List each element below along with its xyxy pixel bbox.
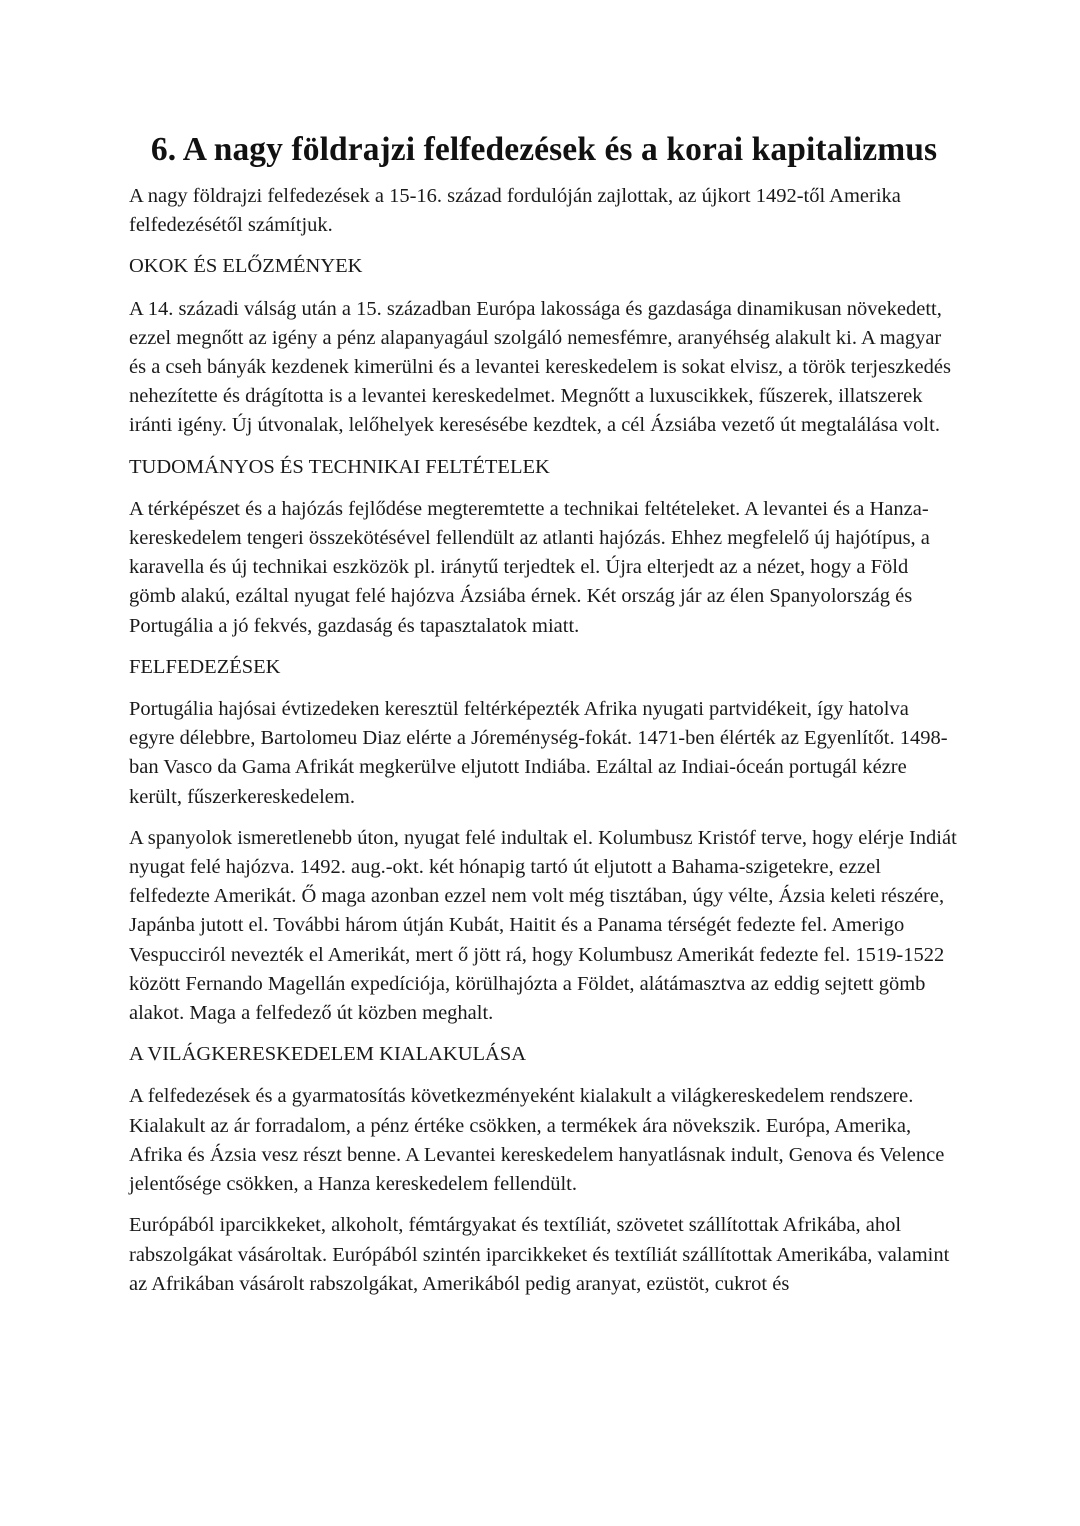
document-page [129, 128, 959, 1311]
paragraph-europabol: Európából iparcikkeket, alkoholt, fémtárgyakat és textíliát, szövetet szállítottak Afrikába, ahol rabszolgákat vásároltak. Európából szintén iparcikkeket és textíliát szállítottak Amerikába, valamint az Afrikában vásárolt rabszolgákat, Amerikából pedig aranyat, ezüstöt, cukrot és [129, 1214, 950, 1295]
intro-paragraph: A nagy földrajzi felfedezések a 15-16. század fordulóján zajlottak, az újkort 1492-től Amerika felfedezésétől számítjuk. [129, 185, 901, 237]
paragraph-okok: A 14. századi válság után a 15. században Európa lakossága és gazdasága dinamikusan növekedett, ezzel megnőtt az igény a pénz alapanyagául szolgáló nemesfémre, aranyéhség alakult ki. A magyar és a cseh bányák kezdenek kimerülni és a levantei kereskedelem is sokat elvisz, a török terjeszkedés nehezítette és drágította is a levantei kereskedelmet. Megnőtt a luxuscikkek, fűszerek, illatszerek iránti igény. Új útvonalak, lelőhelyek keresésébe kezdtek, a cél Ázsiába vezető út megtalálása volt. [129, 297, 951, 437]
page-title: 6. A nagy földrajzi felfedezések és a korai kapitalizmus [150, 131, 938, 168]
paragraph-feltetelek: A térképészet és a hajózás fejlődése megteremtette a technikai feltételeket. A levantei és a Hanza-kereskedelem tengeri összekötésével fellendült az atlanti hajózás. Ehhez megfelelő új hajótípus, a karavella és új technikai eszközök pl. iránytű terjedtek el. Újra elterjedt az a nézet, hogy a Föld gömb alakú, ezáltal nyugat felé hajózva Ázsiába érnek. Két ország jár az élen Spanyolország és Portugália a jó fekvés, gazdaság és tapasztalatok miatt. [129, 497, 930, 637]
paragraph-portugalia: Portugália hajósai évtizedeken keresztül feltérképezték Afrika nyugati partvidékeit, így hatolva egyre délebbre, Bartolomeu Diaz elérte a Jóreménység-fokát. 1471-ben élérték az Egyenlítőt. 1498-ban Vasco da Gama Afrikát megkerülve eljutott Indiába. Ezáltal az Indiai-óceán portugál kézre került, fűszerkereskedelem. [129, 698, 948, 808]
section-heading-feltetelek: TUDOMÁNYOS ÉS TECHNIKAI FELTÉTELEK [129, 455, 550, 478]
section-heading-felfedezesek: FELFEDEZÉSEK [129, 655, 281, 678]
section-heading-vilagkereskedelem: A VILÁGKERESKEDELEM KIALAKULÁSA [129, 1043, 527, 1066]
section-heading-okok: OKOK ÉS ELŐZMÉNYEK [129, 255, 363, 278]
paragraph-spanyolok: A spanyolok ismeretlenebb úton, nyugat felé indultak el. Kolumbusz Kristóf terve, hogy elérje Indiát nyugat felé hajózva. 1492. aug.-okt. két hónapig tartó út eljutott a Bahama-szigetekre, ezzel felfedezte Amerikát. Ő maga azonban ezzel nem volt még tisztában, úgy vélte, Ázsia keleti részére, Japánba jutott el. További három útján Kubát, Haitit és a Panama térségét fedezte fel. Amerigo Vespucciról nevezték el Amerikát, mert ő jött rá, hogy Kolumbusz Amerikát fedezte fel. 1519-1522 között Fernando Magellán expedíciója, körülhajózta a Földet, alátámasztva az eddig sejtett gömb alakot. Maga a felfedező út közben meghalt. [129, 826, 957, 1025]
paragraph-vilagkereskedelem: A felfedezések és a gyarmatosítás következményeként kialakult a világkereskedelem rendszere. Kialakult az ár forradalom, a pénz értéke csökken, a termékek ára növekszik. Európa, Amerika, Afrika és Ázsia vesz részt benne. A Levantei kereskedelem hanyatlásnak indult, Genova és Velence jelentősége csökken, a Hanza kereskedelem fellendült. [129, 1085, 945, 1196]
